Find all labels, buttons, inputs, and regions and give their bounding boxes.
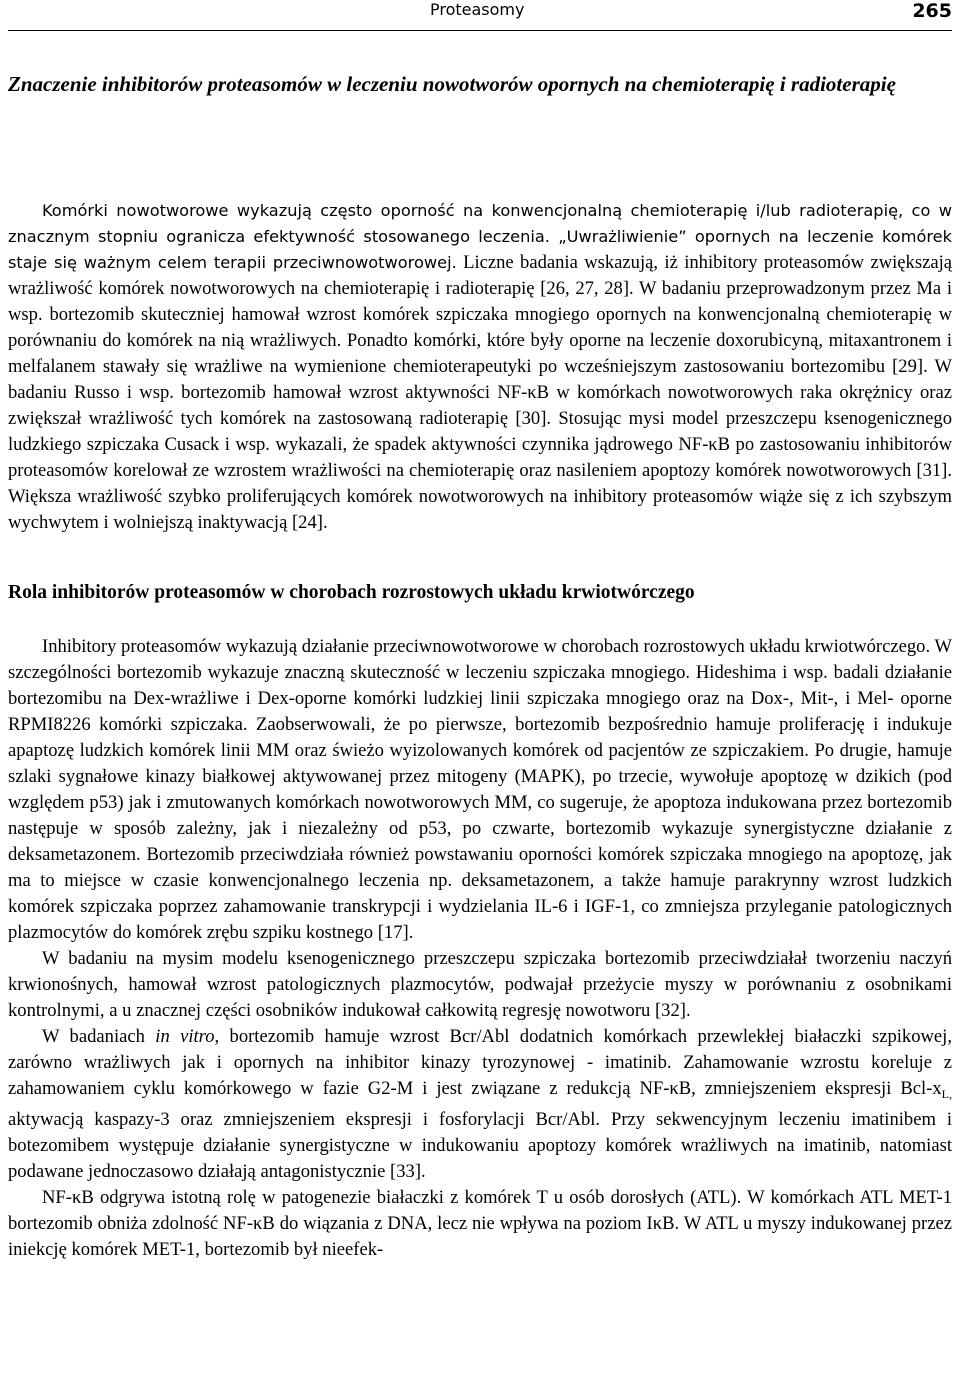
section-heading-2: Rola inhibitorów proteasomów w chorobach rozrostowych układu krwiotwórczego: [8, 582, 695, 603]
paragraph: NF-κB odgrywa istotną rolę w patogenezie białaczki z komórek T u osób dorosłych (ATL). W komórkach ATL MET-1 bortezomib obniża zdolność NF-κB do wiązania z DNA, lecz nie wpływa na poziom IκB. W ATL u myszy indukowanej przez iniekcję komórek MET-1, bortezomib był nieefek-: [8, 1187, 952, 1260]
section-1-paragraph: [8, 198, 952, 536]
text-run: W badaniach: [42, 1026, 156, 1047]
section-1-body: Liczne badania wskazują, iż inhibitory proteasomów zwiększają wrażliwość komórek nowotworowych na chemioterapię i radioterapię [26, 27, 28]. W badaniu przeprowadzonym przez Ma i wsp. bortezomib skuteczniej hamował wzrost komórek szpiczaka mnogiego opornych na konwencjonalną chemioterapię w porównaniu do komórek na nią wrażliwych. Ponadto komórki, które były oporne na leczenie doxorubicyną, mitaxantronem i melfalanem stawały się wrażliwe na wymienione chemioterapeutyki po wcześniejszym zastosowaniu bortezomibu [29]. W badaniu Russo i wsp. bortezomib hamował wzrost aktywności NF-κB w komórkach nowotworowych raka okrężnicy oraz zwiększał wrażliwość tych komórek na zastosowaną radioterapię [30]. Stosując mysi model przeszczepu ksenogenicznego ludzkiego szpiczaka Cusack i wsp. wykazali, że spadek aktywności czynnika jądrowego NF-κB po zastosowaniu inhibitorów proteasomów korelował ze wzrostem wrażliwości na chemioterapię oraz nasileniem apoptozy komórek nowotworowych [31]. Większa wrażliwość szybko proliferujących komórek nowotworowych na inhibitory proteasomów wiąże się z ich szybszym wychwytem i wolniejszą inaktywacją [24].: [8, 252, 952, 533]
page-number: 265: [912, 0, 952, 22]
paragraph: Inhibitory proteasomów wykazują działanie przeciwnowotworowe w chorobach rozrostowych układu krwiotwórczego. W szczególności bortezomib wykazuje znaczną skuteczność w leczeniu szpiczaka mnogiego. Hideshima i wsp. badali działanie bortezomibu na Dex-wrażliwe i Dex-oporne komórki ludzkiej linii szpiczaka mnogiego oraz na Dox-, Mit-, i Mel- oporne RPMI8226 komórki szpiczaka. Zaobserwowali, że po pierwsze, bortezomib bezpośrednio hamuje proliferację i indukuje apaptozę ludzkich komórek linii MM oraz świeżo wyizolowanych komórek od pacjentów ze szpiczakiem. Po drugie, hamuje szlaki sygnałowe kinazy białkowej aktywowanej przez mitogeny (MAPK), po trzecie, wywołuje apoptozę w dzikich (pod względem p53) jak i zmutowanych komórkach nowotworowych MM, co sugeruje, że apoptoza indukowana przez bortezomib następuje w sposób zależny, jak i niezależny od p53, po czwarte, bortezomib wykazuje synergistyczne działanie z deksametazonem. Bortezomib przeciwdziała również powstawaniu oporności komórek szpiczaka mnogiego na apoptozę, jak ma to miejsce w czasie konwencjonalnego leczenia np. deksametazonem, a także hamuje parakrynny wzrost ludzkich komórek szpiczaka poprzez zahamowanie transkrypcji i wydzielania IL-6 i IGF-1, co zmniejsza przyleganie patologicznych plazmocytów do komórek zrębu szpiku kostnego [17].: [8, 636, 952, 943]
text-run: aktywacją kaspazy-3 oraz zmniejszeniem ekspresji i fosforylacji Bcr/Abl. Przy sekwencyjnym leczeniu imatinibem i botezomibem występuje działanie synergistyczne w indukowaniu apoptozy komórek wrażliwych na imatinib, natomiast podawane jednoczasowo działają antagonistycznie [33].: [8, 1109, 952, 1182]
italic-text: in vitro: [155, 1026, 215, 1047]
subscript: L,: [941, 1087, 952, 1101]
paragraph: W badaniu na mysim modelu ksenogenicznego przeszczepu szpiczaka bortezomib przeciwdziałał tworzeniu naczyń krwionośnych, hamował wzrost patologicznych plazmocytów, podwajał przeżycie myszy w porównaniu z osobnikami kontrolnymi, a u znacznej części osobników indukował całkowitą regresję nowotworu [32].: [8, 948, 952, 1021]
header-rule: [8, 30, 952, 31]
text-run: , bortezomib hamuje wzrost Bcr/Abl dodatnich komórkach przewlekłej białaczki szpikowej, zarówno wrażliwych jak i opornych na inhibitor kinazy tyrozynowej - imatinib. Zahamowanie wzrostu koreluje z zahamowaniem cyklu komórkowego w fazie G2-M i jest związane z redukcją NF-κB, zmniejszeniem ekspresji Bcl-x: [8, 1026, 952, 1099]
running-header: [0, 0, 960, 28]
section-2-body: [8, 634, 952, 1263]
section-1-intro: Komórki nowotworowe wykazują często oporność na konwencjonalną chemioterapię i/lub radioterapię, co w znacznym stopniu ogranicza efektywność stosowanego leczenia. „Uwrażliwienie” opornych na leczenie komórek staje się ważnym celem terapii przeciwnowotworowej.: [8, 201, 952, 272]
paragraph: [8, 1024, 952, 1185]
running-title: Proteasomy: [430, 0, 525, 19]
section-heading-1: Znaczenie inhibitorów proteasomów w leczeniu nowotworów opornych na chemioterapię i radioterapię: [8, 72, 896, 96]
